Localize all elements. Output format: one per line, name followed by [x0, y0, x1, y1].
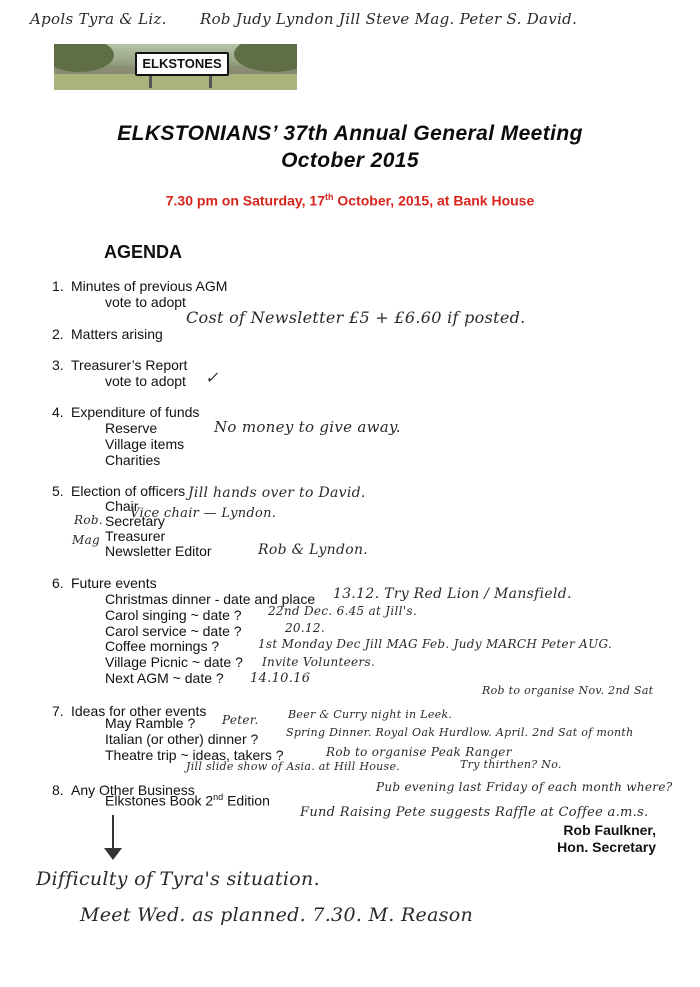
agenda-item-3: 3. Treasurer’s Report	[52, 357, 188, 373]
agenda-sub: Secretary	[105, 513, 165, 529]
page-title: ELKSTONIANS’ 37th Annual General Meeting	[117, 122, 583, 145]
agenda-sub: May Ramble ?	[105, 715, 196, 731]
agenda-sub: Treasurer	[105, 528, 166, 544]
agenda-sub: Carol service ~ date ?	[105, 623, 242, 639]
chair-note: Jill hands over to David.	[188, 485, 366, 501]
difficulty-note: Difficulty of Tyra's situation.	[36, 868, 320, 890]
may-ramble-note: Peter.	[222, 713, 259, 727]
agenda-sub: vote to adopt	[105, 294, 186, 310]
coffee-mornings-note: 1st Monday Dec Jill MAG Feb. Judy MARCH Peter AUG.	[258, 637, 613, 651]
agenda-sub: Village Picnic ~ date ?	[105, 654, 243, 670]
agenda-item-1: 1. Minutes of previous AGM	[52, 278, 228, 294]
agenda-item-5: 5. Election of officers	[52, 483, 186, 499]
agenda-sub: Reserve	[105, 420, 158, 436]
meeting-time-place: 7.30 pm on Saturday, 17th October, 2015, at Bank House	[165, 192, 535, 209]
rob-organise-note: Rob to organise Nov. 2nd Sat	[482, 684, 654, 697]
tick-mark: ✓	[205, 368, 219, 387]
spring-dinner-note: Spring Dinner. Royal Oak Hurdlow. April. 2nd Sat of month	[286, 726, 634, 739]
agenda-heading: AGENDA	[104, 242, 183, 262]
agenda-sub: Italian (or other) dinner ?	[105, 731, 259, 747]
page-title-date: October 2015	[281, 149, 419, 172]
mag-note: Mag	[72, 533, 101, 547]
agenda-sub: Theatre trip ~ ideas, takers ?	[105, 747, 284, 763]
village-picnic-note: Invite Volunteers.	[262, 655, 376, 669]
theatre-note: Rob to organise Peak Ranger	[326, 745, 512, 759]
agenda-item-4: 4. Expenditure of funds	[52, 404, 200, 420]
attendees-note: Rob Judy Lyndon Jill Steve Mag. Peter S. David.	[200, 10, 578, 28]
arrow-head-icon	[104, 848, 122, 860]
carol-singing-note: 22nd Dec. 6.45 at Jill's.	[268, 604, 417, 618]
carol-service-note: 20.12.	[285, 621, 325, 635]
expenditure-note: No money to give away.	[214, 418, 401, 436]
vice-chair-note: Vice chair — Lyndon.	[130, 506, 277, 521]
agenda-sub: Christmas dinner - date and place	[105, 591, 316, 607]
agenda-sub: Charities	[105, 452, 161, 468]
pub-evening-note: Pub evening last Friday of each month where?	[376, 780, 673, 794]
agenda-sub: Next AGM ~ date ?	[105, 670, 224, 686]
matters-arising-note: Cost of Newsletter £5 + £6.60 if posted.	[186, 308, 526, 327]
agenda-sub: Village items	[105, 436, 185, 452]
christmas-dinner-note: 13.12. Try Red Lion / Mansfield.	[333, 586, 572, 602]
meet-wed-note: Meet Wed. as planned. 7.30. M. Reason	[80, 904, 474, 926]
jill-slides-note: Jill slide show of Asia. at Hill House.	[186, 760, 401, 773]
rob-note: Rob.	[74, 513, 103, 527]
agenda-item-6: 6. Future events	[52, 575, 157, 591]
agenda-item-7: 7. Ideas for other events	[52, 703, 207, 719]
signature-role: Hon. Secretary	[557, 839, 656, 855]
agenda-sub: vote to adopt	[105, 373, 186, 389]
agenda-sub: Newsletter Editor	[105, 543, 212, 559]
agenda-sub: Chair	[105, 498, 139, 514]
apologies-note: Apols Tyra & Liz.	[30, 10, 167, 28]
village-banner-photo	[54, 44, 297, 90]
newsletter-editor-note: Rob & Lyndon.	[258, 542, 369, 558]
village-sign: ELKSTONES	[135, 52, 229, 76]
agenda-sub: Elkstones Book 2nd Edition	[105, 792, 270, 809]
agenda-sub: Coffee mornings ?	[105, 638, 220, 654]
signature-name: Rob Faulkner,	[563, 822, 656, 838]
agenda-item-8: 8. Any Other Business	[52, 782, 195, 798]
next-agm-note: 14.10.16	[250, 671, 311, 686]
try-thirthen-note: Try thirthen? No.	[460, 758, 562, 771]
agenda-sub: Carol singing ~ date ?	[105, 607, 242, 623]
beer-curry-note: Beer & Curry night in Leek.	[288, 708, 453, 721]
fund-raising-note: Fund Raising Pete suggests Raffle at Coffee a.m.s.	[300, 805, 649, 820]
agenda-item-2: 2. Matters arising	[52, 326, 163, 342]
